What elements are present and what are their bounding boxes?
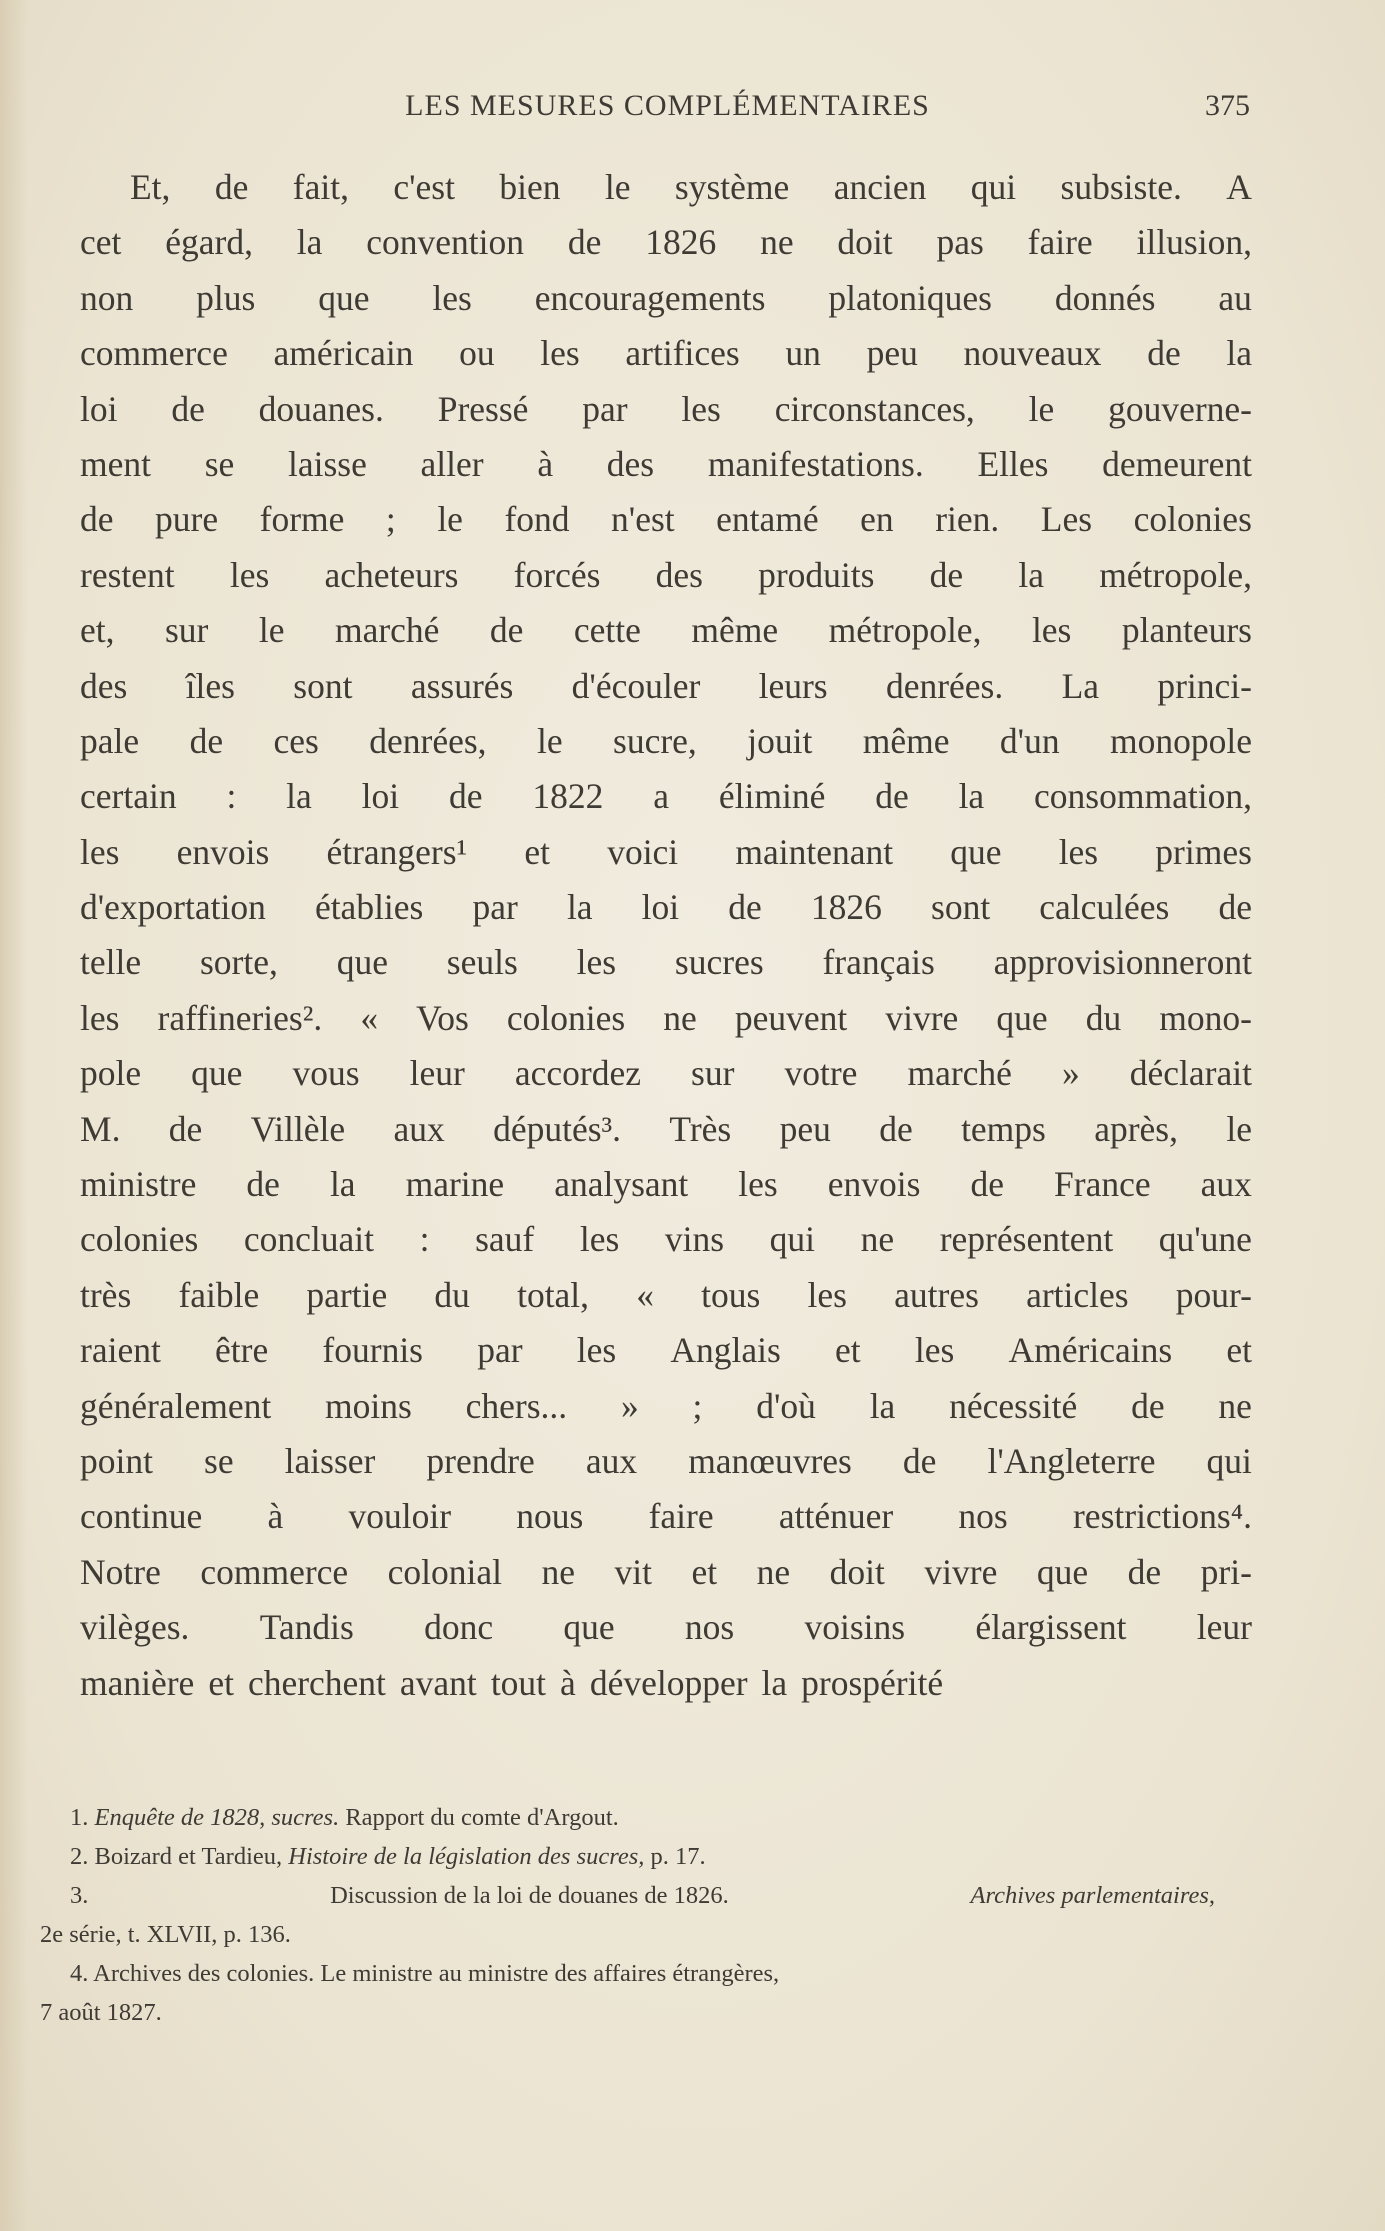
text-line: telle sorte, que seuls les sucres français approvisionneront xyxy=(80,942,1252,983)
footnote-3-continued: 2e série, t. XLVII, p. 136. xyxy=(40,1921,291,1948)
text-line: commerce américain ou les artifices un peu nouveaux de la xyxy=(80,333,1252,374)
text-line: et, sur le marché de cette même métropole, les planteurs xyxy=(80,610,1252,651)
footnote-italic: Archives parlementaires, xyxy=(970,1882,1215,1909)
text-line: vilèges. Tandis donc que nos voisins élargissent leur xyxy=(80,1607,1252,1648)
footnote-italic: Enquête de 1828, sucres. xyxy=(94,1804,340,1831)
footnote-text: Archives des colonies. Le ministre au ministre des affaires étrangères, xyxy=(93,1960,780,1987)
page-edge-shadow xyxy=(0,0,28,2231)
text-line: très faible partie du total, « tous les autres articles pour- xyxy=(80,1274,1252,1315)
text-line: Et, de fait, c'est bien le système ancien qui subsiste. A xyxy=(130,167,1252,207)
text-line: ment se laisse aller à des manifestations. Elles demeurent xyxy=(80,443,1252,484)
footnote-3 xyxy=(40,1876,1215,1915)
footnote-number: 1. xyxy=(70,1804,89,1831)
text-line: certain : la loi de 1822 a éliminé de la consommation, xyxy=(80,776,1252,817)
footnote-text: p. 17. xyxy=(650,1843,706,1870)
running-head xyxy=(85,86,1250,126)
text-line: des îles sont assurés d'écouler leurs denrées. La princi- xyxy=(80,665,1252,706)
footnote-4-continued: 7 août 1827. xyxy=(40,1999,162,2026)
text-line: d'exportation établies par la loi de 1826 sont calculées de xyxy=(80,887,1252,928)
running-title: LES MESURES COMPLÉMENTAIRES xyxy=(405,89,930,122)
footnote-italic: Histoire de la législation des sucres, xyxy=(288,1843,645,1870)
text-line: pale de ces denrées, le sucre, jouit même d'un monopole xyxy=(80,720,1252,761)
text-line: les envois étrangers¹ et voici maintenant que les primes xyxy=(80,831,1252,872)
footnote-text: Boizard et Tardieu, xyxy=(94,1843,283,1870)
footnote-text: Rapport du comte d'Argout. xyxy=(345,1804,619,1831)
text-line: non plus que les encouragements platoniques donnés au xyxy=(80,277,1252,318)
text-line: M. de Villèle aux députés³. Très peu de temps après, le xyxy=(80,1108,1252,1149)
text-line: pole que vous leur accordez sur votre marché » déclarait xyxy=(80,1053,1252,1094)
text-line: continue à vouloir nous faire atténuer nos restrictions⁴. xyxy=(80,1496,1252,1537)
text-line: restent les acheteurs forcés des produits de la métropole, xyxy=(80,554,1252,595)
text-line: ministre de la marine analysant les envois de France aux xyxy=(80,1164,1252,1205)
page-number: 375 xyxy=(1205,89,1250,122)
text-line: raient être fournis par les Anglais et les Américains et xyxy=(80,1330,1252,1371)
footnote-number: 3. xyxy=(70,1882,89,1909)
footnote-number: 4. xyxy=(70,1960,89,1987)
body-text xyxy=(80,160,1252,1711)
footnote-text: Discussion de la loi de douanes de 1826. xyxy=(330,1882,729,1909)
text-line: généralement moins chers... » ; d'où la nécessité de ne xyxy=(80,1385,1252,1426)
text-line: cet égard, la convention de 1826 ne doit pas faire illusion, xyxy=(80,222,1252,263)
footnotes xyxy=(40,1798,1215,2032)
footnote-2 xyxy=(40,1837,1215,1876)
text-line: les raffineries². « Vos colonies ne peuvent vivre que du mono- xyxy=(80,997,1252,1038)
text-line: Notre commerce colonial ne vit et ne doit vivre que de pri- xyxy=(80,1551,1252,1592)
footnote-1 xyxy=(40,1798,1215,1837)
footnote-4 xyxy=(40,1954,1215,1993)
text-line: de pure forme ; le fond n'est entamé en rien. Les colonies xyxy=(80,499,1252,540)
text-line: point se laisser prendre aux manœuvres de l'Angleterre qui xyxy=(80,1440,1252,1481)
text-line: colonies concluait : sauf les vins qui ne représentent qu'une xyxy=(80,1219,1252,1260)
text-line: loi de douanes. Pressé par les circonstances, le gouverne- xyxy=(80,388,1252,429)
footnote-number: 2. xyxy=(70,1843,89,1870)
text-line: manière et cherchent avant tout à développer la prospérité xyxy=(80,1662,944,1703)
